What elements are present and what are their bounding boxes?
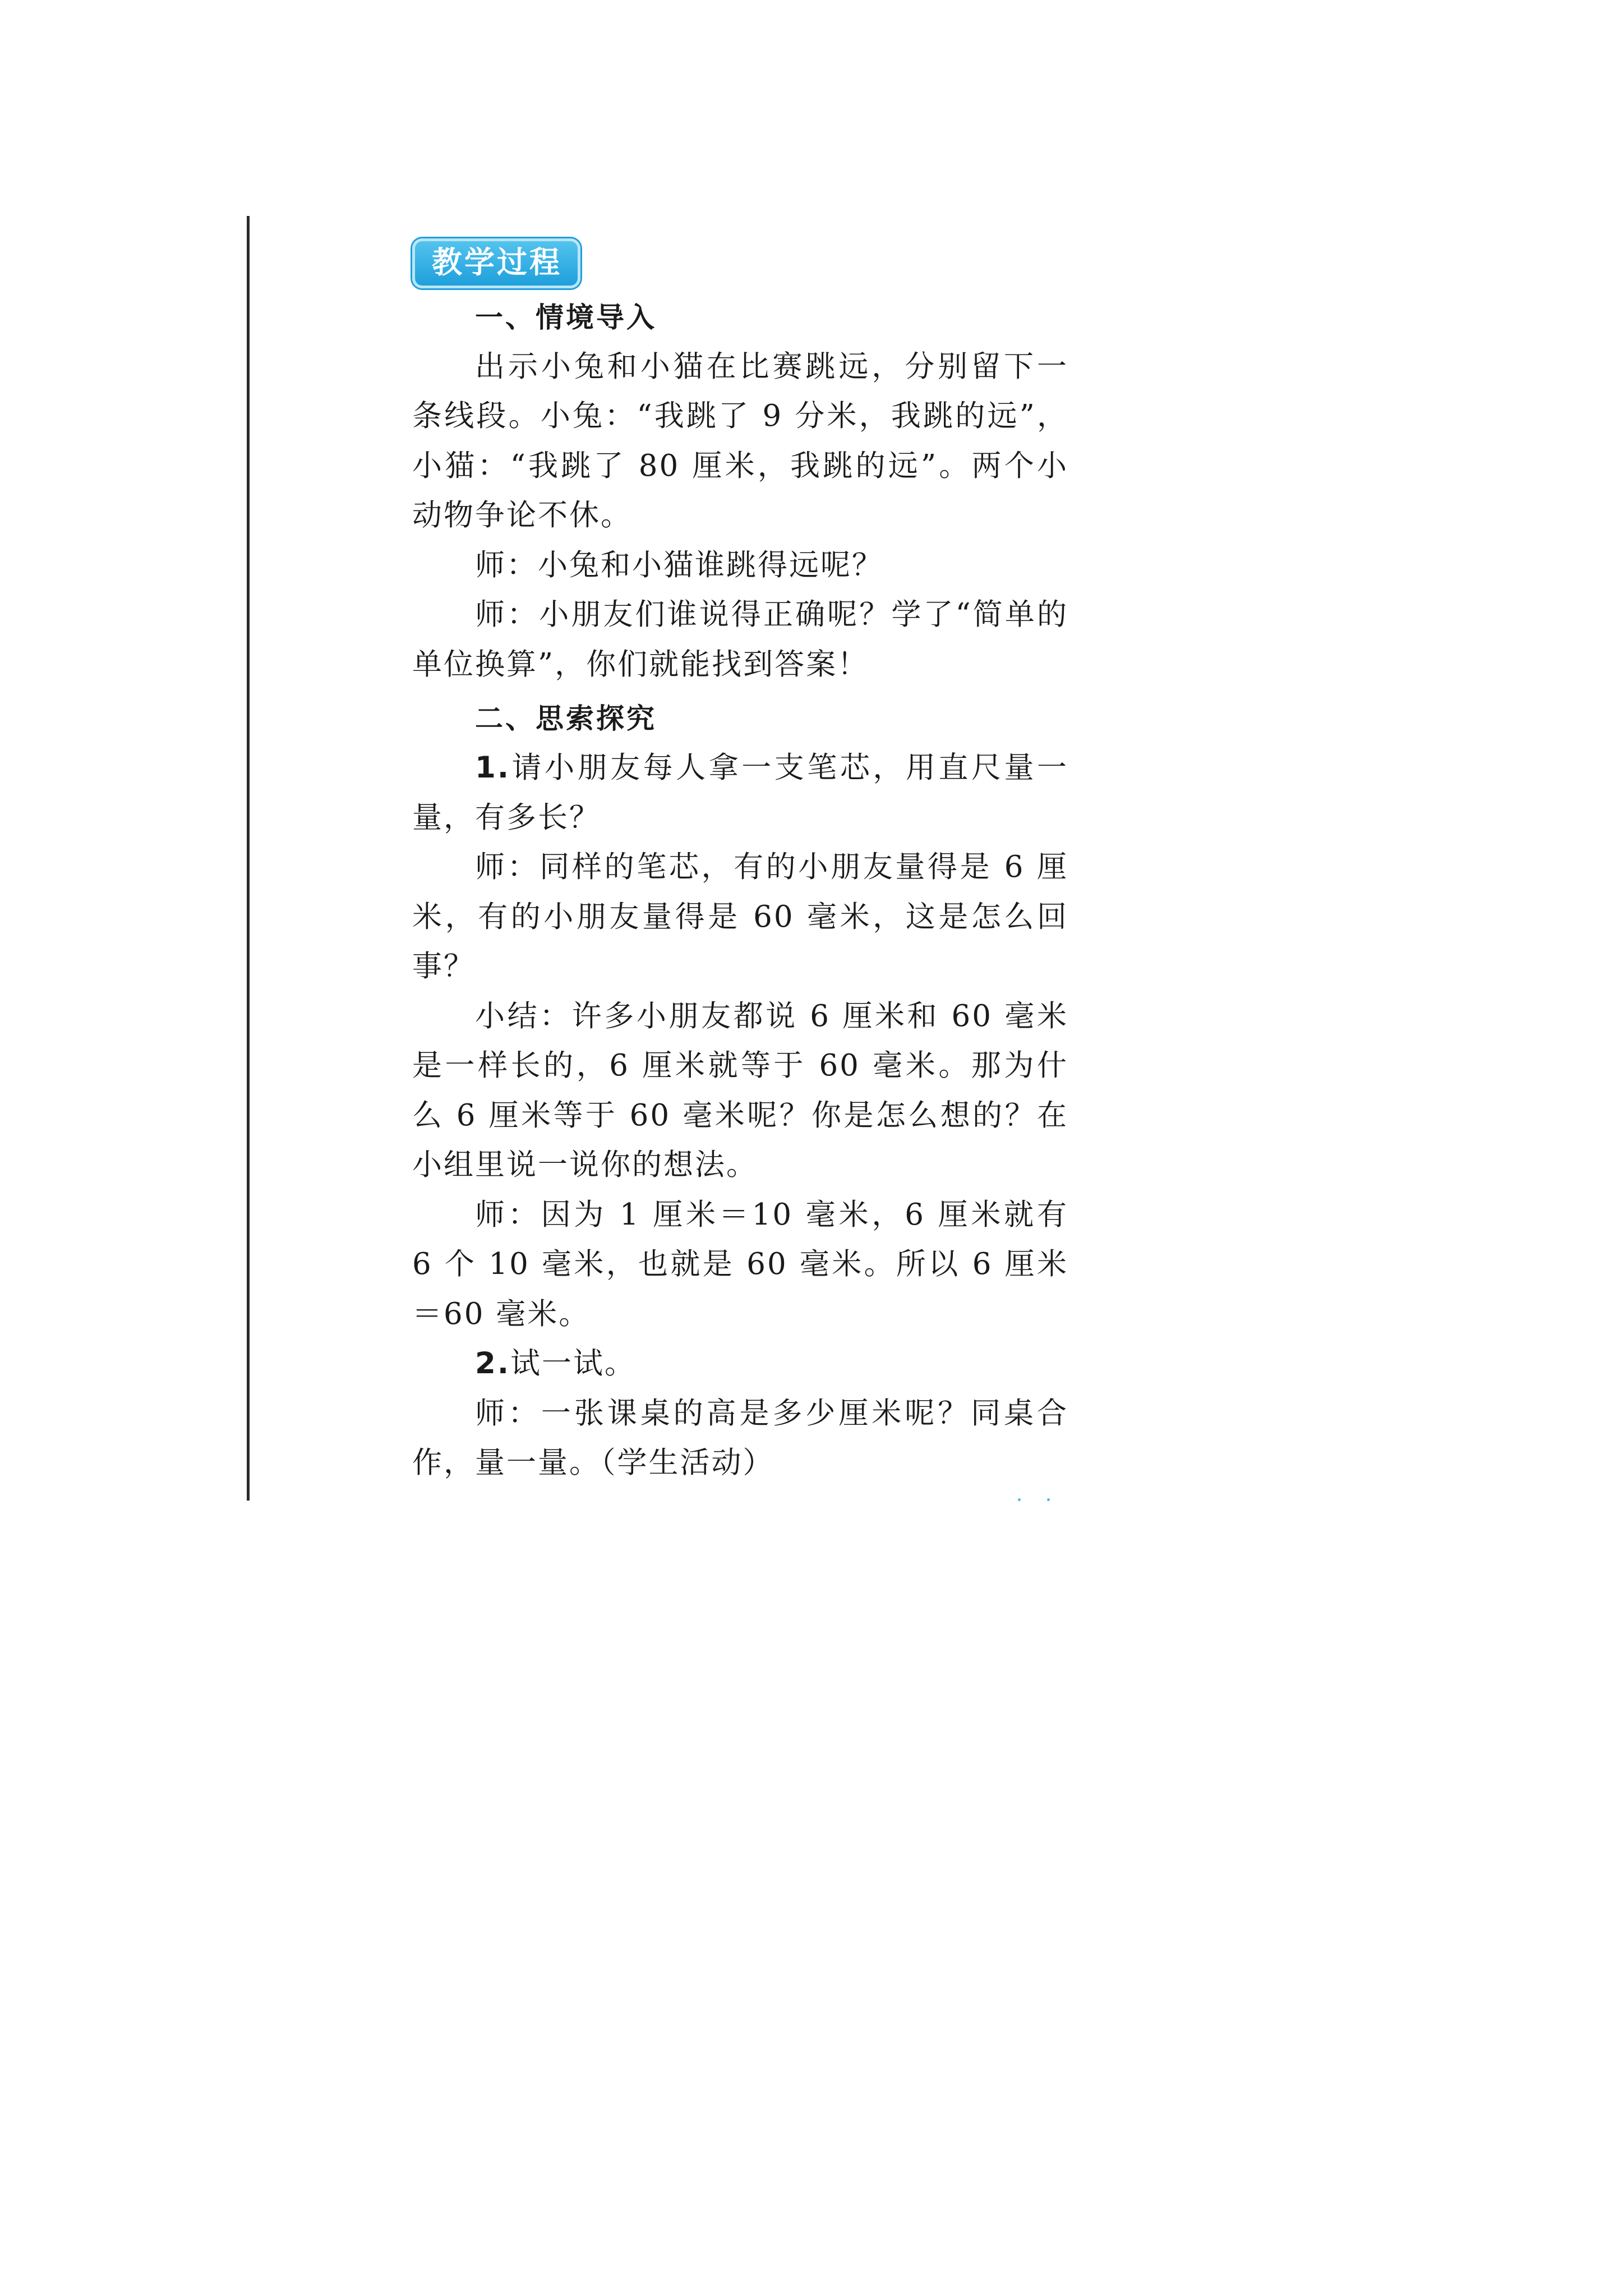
paragraph-text: 请小朋友每人拿一支笔芯，用直尺量一量，有多长？	[412, 751, 1068, 835]
paragraph-numbered	[412, 743, 1068, 843]
paragraph: 师：同样的笔芯，有的小朋友量得是 6 厘米，有的小朋友量得是 60 毫米，这是怎么回事？	[412, 850, 1068, 984]
paragraph-text: 试一试。	[510, 1346, 637, 1381]
paragraph: 小结：许多小朋友都说 6 厘米和 60 毫米是一样长的，6 厘米就等于 60 毫米。那为什么 6 厘米等于 60 毫米呢？你是怎么想的？在小组里说一说你的想法。	[412, 999, 1068, 1182]
left-margin-rule	[247, 216, 250, 1501]
paragraph: 师：因为 1 厘米＝10 毫米，6 厘米就有 6 个 10 毫米，也就是 60 毫米。所以 6 厘米＝60 毫米。	[412, 1197, 1068, 1331]
section-heading-explore: 二、思索探究	[475, 702, 657, 735]
paragraph: 师：小兔和小猫谁跳得远呢？	[475, 547, 883, 582]
item-number: 2.	[475, 1346, 511, 1381]
section-badge: 教学过程	[412, 238, 580, 288]
lesson-content	[412, 238, 1068, 1488]
dot	[1018, 1498, 1021, 1501]
paragraph: 出示小兔和小猫在比赛跳远，分别留下一条线段。小兔：“我跳了 9 分米，我跳的远”，小猫：“我跳了 80 厘米，我跳的远”。两个小动物争论不休。	[412, 349, 1068, 533]
dot	[1047, 1498, 1050, 1501]
decorative-dots	[1018, 1497, 1057, 1503]
paragraph-numbered	[412, 1339, 1068, 1389]
paragraph: 师：一张课桌的高是多少厘米呢？同桌合作，量一量。（学生活动）	[412, 1396, 1068, 1480]
section-heading-intro: 一、情境导入	[475, 301, 657, 334]
item-number: 1.	[475, 751, 511, 785]
paragraph: 师：小朋友们谁说得正确呢？学了“简单的单位换算”，你们就能找到答案！	[412, 597, 1068, 682]
